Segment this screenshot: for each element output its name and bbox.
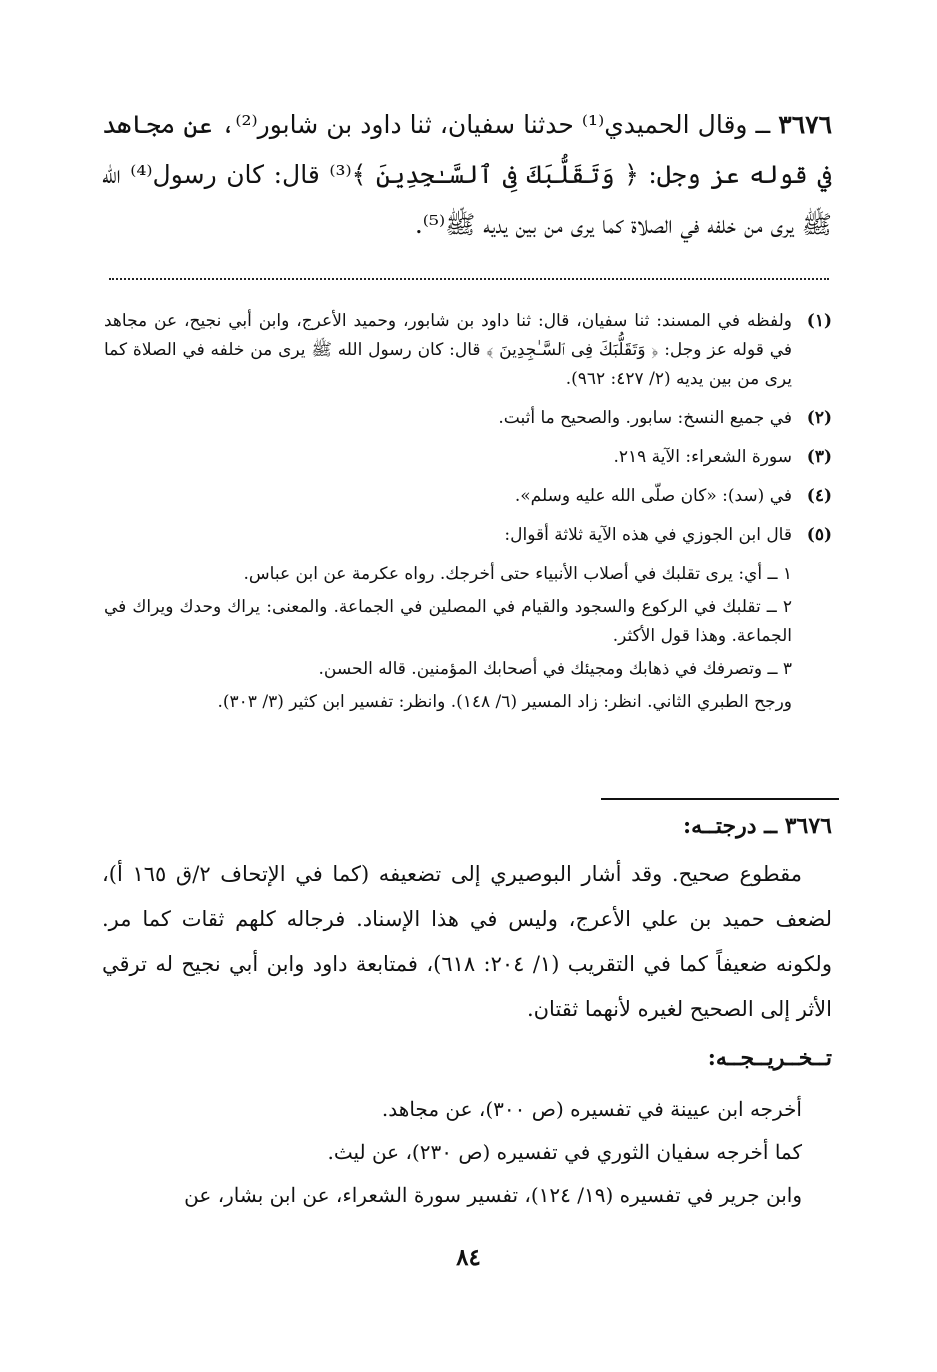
footnote-separator	[109, 278, 829, 281]
footnote-4	[104, 482, 832, 511]
footnote-number: (٥)	[806, 525, 832, 545]
footnote-5	[104, 521, 832, 721]
takhrij-line: أخرجه ابن عيينة في تفسيره (ص ٣٠٠)، عن مجاهد.	[381, 1097, 802, 1121]
hadith-paragraph	[102, 100, 832, 250]
footnote-3	[104, 443, 832, 472]
footnote-text: قال ابن الجوزي في هذه الآية ثلاثة أقوال:	[504, 525, 792, 545]
footnote-1	[104, 307, 832, 394]
footnote-text: ولفظه في المسند: ثنا سفيان، قال: ثنا داود بن شابور، وحميد الأعرج، وابن أبي نجيح، عن مجاهد في قوله عز وجل: ﴿ وَتَقَلُّبَكَ فِى ٱلسَّـٰجِدِينَ ﴾ قال: كان رسول الله ﷺ يرى من خلفه في الصلاة كما يرى من بين يديه (٢/ ٤٢٧: ٩٦٢).	[104, 311, 792, 389]
footnote-subitem: ٢ ــ تقلبك في الركوع والسجود والقيام في المصلين في الجماعة. والمعنى: يراك وحدك ويراك في الجماعة. وهذا قول الأكثر.	[104, 597, 792, 646]
section-rule	[601, 798, 839, 800]
takhrij-text	[102, 1088, 832, 1217]
hadith-text	[102, 100, 832, 250]
footnote-subitem: ورجح الطبري الثاني. انظر: زاد المسير (٦/ ١٤٨). وانظر: تفسير ابن كثير (٣/ ٣٠٣).	[217, 692, 792, 712]
footnote-number: (٢)	[806, 408, 832, 428]
takhrij-line: وابن جرير في تفسيره (١٩/ ١٢٤)، تفسير سورة الشعراء، عن ابن بشار، عن	[184, 1183, 802, 1207]
footnote-subitem: ٣ ــ وتصرفك في ذهابك ومجيئك في أصحابك المؤمنين. قاله الحسن.	[318, 659, 792, 679]
footnote-text: في جميع النسخ: سابور. والصحيح ما أثبت.	[498, 408, 792, 428]
footnote-number: (٤)	[806, 486, 832, 506]
footnote-number: (١)	[806, 311, 832, 331]
grade-heading: ٣٦٧٦ ــ درجتــه:	[683, 813, 832, 839]
page-number: ٨٤	[456, 1244, 481, 1271]
grade-text	[102, 852, 832, 1032]
footnote-text: سورة الشعراء: الآية ٢١٩.	[613, 447, 792, 467]
grade-paragraph: مقطوع صحيح. وقد أشار البوصيري إلى تضعيفه (كما في الإتحاف ٢/ق ١٦٥ أ)، لضعف حميد بن علي الأعرج، وليس في هذا الإسناد. فرجاله كلهم ثقات كما مر. ولكونه ضعيفاً كما في التقريب (١/ ٢٠٤: ٦١٨)، فمتابعة داود وابن أبي نجيح له ترقي الأثر إلى الصحيح لغيره لأنهما ثقتان.	[102, 862, 832, 1021]
takhrij-heading: تــخــريــجــه:	[707, 1045, 832, 1071]
footnote-text: في (سد): «كان صلّى الله عليه وسلم».	[514, 486, 792, 506]
hadith-number: ٣٦٧٦	[778, 110, 832, 139]
hadith-body: ــ وقال الحميدي⁽¹⁾ حدثنا سفيان، ثنا داود بن شابور⁽²⁾، عن مجاهد في قوله عز وجل: ﴿ وَتَقَلُّبَكَ فِى ٱلسَّـٰجِدِينَ ﴾⁽³⁾ قال: كان رسول⁽⁴⁾ الله ﷺ يرى من خلفه في الصلاة كما يرى من بين يديه ﷺ⁽⁵⁾.	[102, 110, 832, 239]
footnotes	[104, 307, 832, 731]
footnote-number: (٣)	[806, 447, 832, 467]
footnote-subitem: ١ ــ أي: يرى تقلبك في أصلاب الأنبياء حتى أخرجك. رواه عكرمة عن ابن عباس.	[243, 564, 792, 584]
footnote-2	[104, 404, 832, 433]
takhrij-line: كما أخرجه سفيان الثوري في تفسيره (ص ٢٣٠)، عن ليث.	[327, 1140, 802, 1164]
